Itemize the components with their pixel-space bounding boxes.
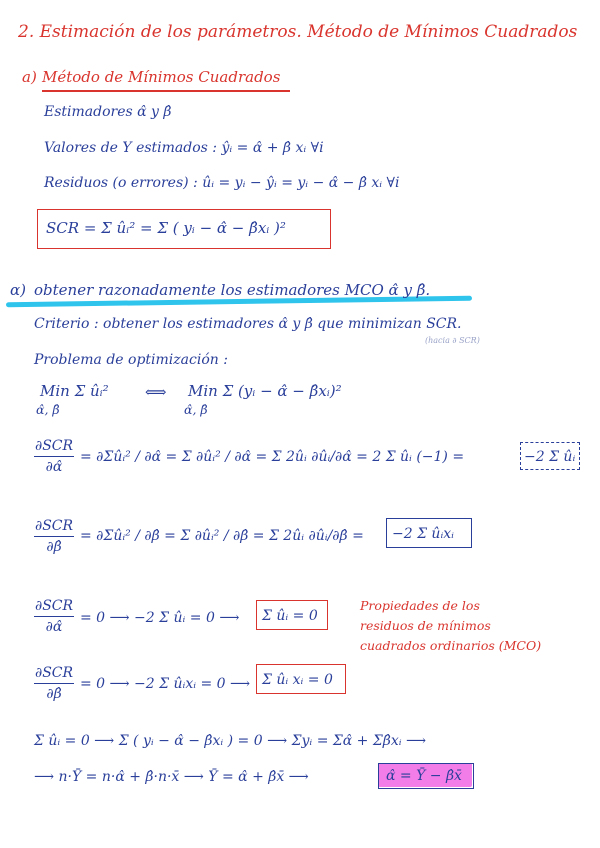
deriv-beta-den: ∂β̂ — [46, 539, 62, 556]
cond-alpha-num: ∂SCR — [34, 598, 74, 614]
cond-alpha-den: ∂α̂ — [45, 619, 63, 636]
criterion-line: Criterio : obtener los estimadores α̂ y β̂ que minimizan SCR. — [34, 316, 462, 332]
section-a-underline — [42, 90, 290, 92]
cond-alpha-result: Σ ûᵢ = 0 — [262, 608, 318, 624]
properties-note-line1: Propiedades de los — [360, 598, 480, 613]
sum-derivation-line: Σ ûᵢ = 0 ⟶ Σ ( yᵢ − α̂ − β̂xᵢ ) = 0 ⟶ Σyᵢ = Σα̂ + Σβ̂xᵢ ⟶ — [34, 733, 427, 749]
final-derivation-line: ⟶ n·Ȳ = n·α̂ + β̂·n·x̄ ⟶ Ȳ = α̂ + β̂x̄ ⟶ — [34, 769, 309, 785]
deriv-beta-chain: = ∂Σûᵢ² / ∂β̂ = Σ ∂ûᵢ² / ∂β̂ = Σ 2ûᵢ ∂ûᵢ/∂β̂ = — [80, 528, 364, 544]
section-a-label: a) — [22, 68, 37, 86]
residuals-line: Residuos (o errores) : ûᵢ = yᵢ − ŷᵢ = yᵢ − α̂ − β̂ xᵢ ∀i — [44, 175, 400, 191]
page-heading: 2. Estimación de los parámetros. Método de Mínimos Cuadrados — [18, 22, 578, 42]
faint-note: (hacia ∂ SCR) — [425, 336, 480, 345]
min-left: Min Σ ûᵢ² — [40, 382, 109, 400]
equivalence-arrow: ⟺ — [145, 383, 167, 401]
cond-beta-line: = 0 ⟶ −2 Σ ûᵢxᵢ = 0 ⟶ — [80, 676, 251, 692]
min-right-sub: α̂, β̂ — [184, 402, 208, 417]
section-a-title: Método de Mínimos Cuadrados — [42, 68, 281, 86]
cond-beta-result: Σ ûᵢ xᵢ = 0 — [262, 672, 333, 688]
deriv-alpha-fraction — [34, 438, 74, 475]
min-right: Min Σ (yᵢ − α̂ − β̂xᵢ)² — [188, 382, 342, 400]
deriv-alpha-chain: = ∂Σûᵢ² / ∂α̂ = Σ ∂ûᵢ² / ∂α̂ = Σ 2ûᵢ ∂ûᵢ/∂α̂ = 2 Σ ûᵢ (−1) = — [80, 449, 465, 465]
deriv-alpha-den: ∂α̂ — [45, 459, 63, 476]
fitted-values-line: Valores de Y estimados : ŷᵢ = α̂ + β̂ xᵢ ∀i — [44, 140, 324, 156]
cond-beta-num: ∂SCR — [34, 665, 74, 681]
final-result: α̂ = Ȳ − β̂x̄ — [386, 768, 462, 784]
cond-alpha-line: = 0 ⟶ −2 Σ ûᵢ = 0 ⟶ — [80, 610, 240, 626]
deriv-beta-result: −2 Σ ûᵢxᵢ — [392, 526, 454, 542]
cond-beta-den: ∂β̂ — [46, 686, 62, 703]
cond-beta-fraction — [34, 665, 74, 702]
deriv-beta-num: ∂SCR — [34, 518, 74, 534]
optimization-label: Problema de optimización : — [34, 352, 228, 368]
min-left-sub: α̂, β̂ — [36, 402, 60, 417]
deriv-alpha-num: ∂SCR — [34, 438, 74, 454]
section-b-label: α) — [10, 281, 26, 299]
cond-alpha-fraction — [34, 598, 74, 635]
deriv-alpha-result: −2 Σ ûᵢ — [524, 449, 576, 465]
estimators-line: Estimadores α̂ y β̂ — [44, 104, 172, 120]
scr-definition: SCR = Σ ûᵢ² = Σ ( yᵢ − α̂ − β̂xᵢ )² — [46, 219, 286, 237]
deriv-beta-fraction — [34, 518, 74, 555]
properties-note-line3: cuadrados ordinarios (MCO) — [360, 638, 542, 653]
section-b-title: obtener razonadamente los estimadores MCO α̂ y β̂. — [34, 281, 431, 299]
properties-note-line2: residuos de mínimos — [360, 618, 491, 633]
